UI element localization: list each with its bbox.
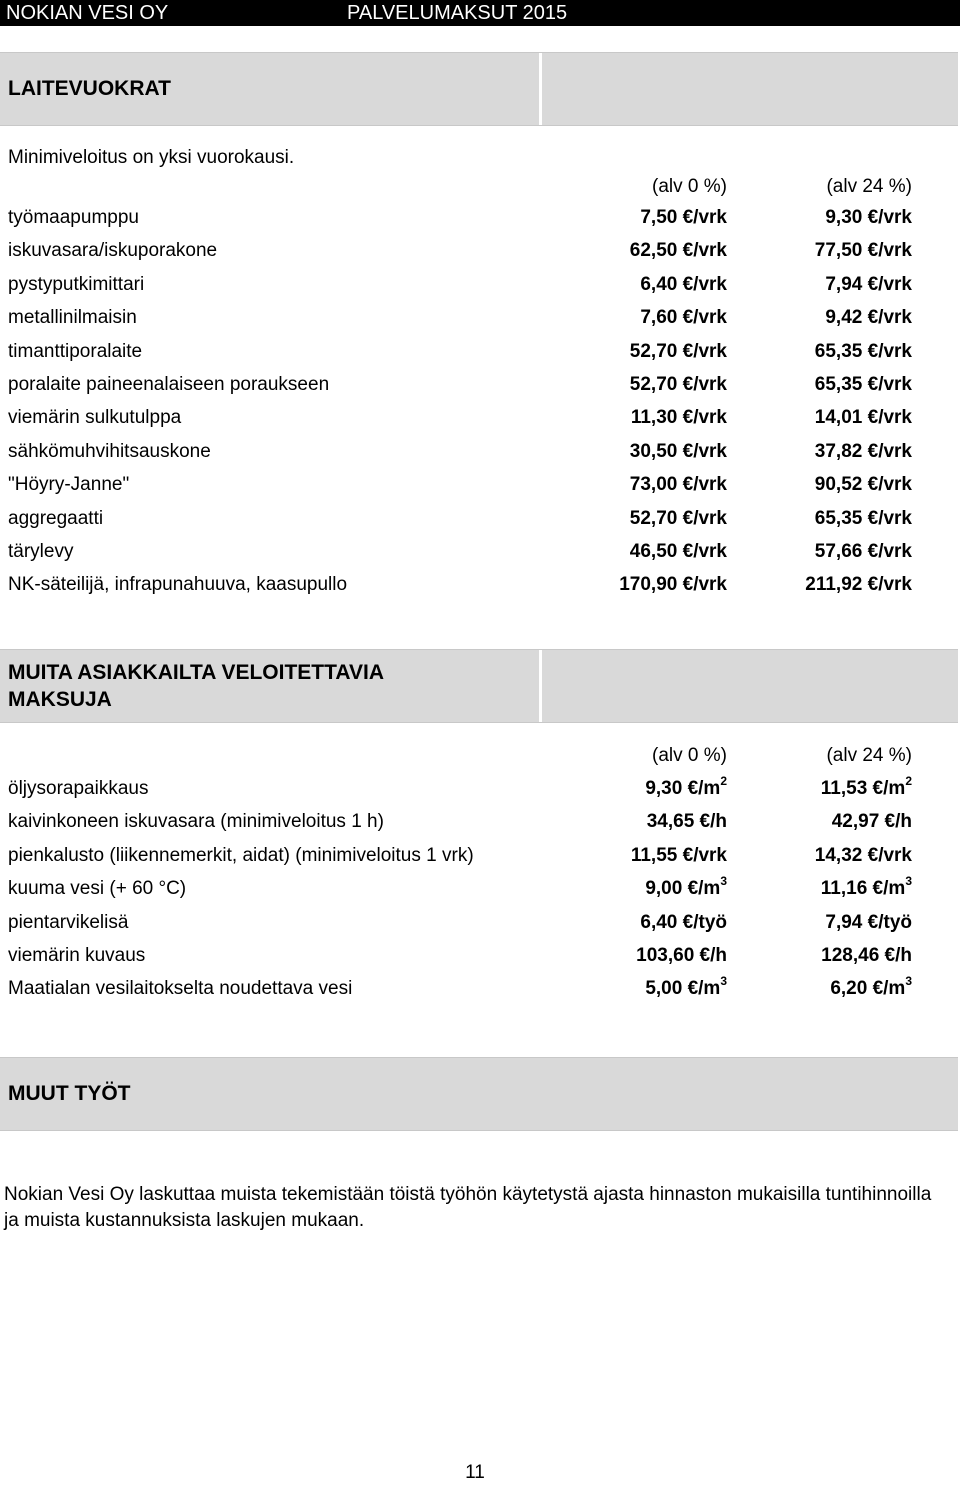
price-value: 42,97 €/h — [831, 811, 912, 833]
table-row — [0, 337, 960, 367]
price-vat24 — [832, 807, 912, 837]
row-label: pienkalusto (liikennemerkit, aidat) (minimiveloitus 1 vrk) — [8, 844, 474, 866]
price-vat0 — [636, 941, 727, 971]
table-row — [0, 236, 960, 266]
price-vat24 — [821, 941, 912, 971]
section-title-other-fees — [8, 659, 384, 713]
price-vat0 — [630, 236, 727, 266]
price-vat0 — [630, 337, 727, 367]
price-value: 6,20 €/m — [830, 978, 906, 1000]
table-row — [0, 403, 960, 433]
column-header-vat24: (alv 24 %) — [826, 745, 912, 766]
other-work-paragraph: Nokian Vesi Oy laskuttaa muista tekemistään töistä työhön käytetystä ajasta hinnaston mukaisilla tuntihinnoilla ja muista kustannuksista laskujen mukaan. — [4, 1184, 932, 1231]
row-label: timanttiporalaite — [8, 340, 143, 362]
section-title-line2: MAKSUJA — [8, 688, 112, 711]
price-value: 5,00 €/m — [645, 978, 721, 1000]
price-vat0 — [631, 841, 727, 871]
price-value: 37,82 €/vrk — [814, 440, 912, 462]
price-vat0 — [645, 974, 727, 1004]
unit-exponent: 3 — [720, 873, 727, 888]
price-value: 11,16 €/m — [820, 878, 906, 900]
price-value: 9,30 €/m — [645, 778, 721, 799]
price-value: 11,53 €/m — [820, 778, 906, 799]
price-value: 211,92 €/vrk — [805, 574, 912, 596]
price-vat24 — [815, 470, 912, 500]
price-value: 65,35 €/vrk — [814, 507, 912, 529]
price-vat24 — [815, 841, 912, 871]
section-title-laitevuokrat: LAITEVUOKRAT — [8, 77, 171, 100]
table-row — [0, 974, 960, 1004]
unit-exponent: 2 — [905, 773, 912, 788]
price-value: 62,50 €/vrk — [629, 240, 727, 262]
price-value: 11,55 €/vrk — [630, 844, 727, 866]
price-vat24 — [815, 370, 912, 400]
price-vat0 — [647, 807, 727, 837]
table-row — [0, 203, 960, 233]
price-vat24 — [805, 570, 912, 600]
price-value: 77,50 €/vrk — [814, 240, 912, 262]
price-value: 11,30 €/vrk — [630, 407, 727, 429]
price-value: 46,50 €/vrk — [629, 541, 727, 562]
price-vat24 — [825, 203, 912, 233]
table-row — [0, 874, 960, 904]
price-vat24 — [825, 908, 912, 938]
price-vat24 — [825, 270, 912, 300]
company-name: NOKIAN VESI OY — [6, 2, 169, 24]
row-label: työmaapumppu — [8, 207, 139, 228]
price-vat0 — [645, 874, 727, 904]
section-other-work-band — [0, 1057, 958, 1131]
table-row — [0, 908, 960, 938]
document-title: PALVELUMAKSUT 2015 — [347, 2, 568, 24]
table-header-row — [0, 741, 960, 771]
section-laitevuokrat-band — [0, 52, 958, 126]
price-vat24 — [821, 774, 912, 804]
price-value: 7,60 €/vrk — [640, 307, 727, 329]
price-value: 52,70 €/vrk — [629, 340, 727, 362]
price-value: 34,65 €/h — [646, 811, 727, 833]
price-vat0 — [640, 303, 727, 333]
row-label: metallinilmaisin — [8, 307, 137, 329]
section-title-line1: MUITA ASIAKKAILTA VELOITETTAVIA — [8, 661, 385, 684]
price-value: 73,00 €/vrk — [629, 474, 727, 496]
row-label: Maatialan vesilaitokselta noudettava vesi — [8, 978, 353, 1000]
price-value: 65,35 €/vrk — [814, 374, 912, 395]
row-label: "Höyry-Janne" — [8, 474, 130, 496]
price-value: 14,01 €/vrk — [814, 407, 912, 429]
table-row — [0, 270, 960, 300]
price-vat24 — [821, 874, 912, 904]
table-row — [0, 470, 960, 500]
row-label: iskuvasara/iskuporakone — [8, 240, 218, 262]
row-label: kuuma vesi (+ 60 °C) — [8, 878, 187, 900]
price-vat24 — [825, 303, 912, 333]
price-vat0 — [630, 504, 727, 534]
price-vat24 — [815, 236, 912, 266]
price-value: 6,40 €/työ — [640, 911, 727, 933]
price-value: 170,90 €/vrk — [619, 574, 727, 596]
price-vat0 — [630, 370, 727, 400]
price-value: 9,42 €/vrk — [825, 307, 912, 329]
price-value: 14,32 €/vrk — [814, 844, 912, 866]
page-number: 11 — [465, 1462, 485, 1483]
table-row — [0, 941, 960, 971]
row-label: poralaite paineenalaiseen poraukseen — [8, 374, 330, 395]
price-value: 90,52 €/vrk — [814, 474, 912, 496]
price-vat0 — [640, 908, 727, 938]
table-row — [0, 370, 960, 400]
unit-exponent: 3 — [905, 974, 912, 989]
price-value: 65,35 €/vrk — [814, 340, 912, 362]
price-vat24 — [815, 504, 912, 534]
price-value: 7,94 €/työ — [825, 911, 912, 933]
section-other-fees-band — [0, 649, 958, 723]
row-label: pystyputkimittari — [8, 273, 145, 295]
row-label: pientarvikelisä — [8, 911, 129, 933]
row-label: öljysorapaikkaus — [8, 778, 149, 799]
price-value: 7,50 €/vrk — [640, 207, 727, 228]
price-value: 103,60 €/h — [636, 945, 727, 966]
table-row — [0, 807, 960, 837]
row-label: viemärin kuvaus — [8, 945, 146, 966]
page-header — [0, 0, 960, 26]
price-value: 52,70 €/vrk — [629, 374, 727, 395]
price-vat0 — [645, 774, 727, 804]
section-title-other-work: MUUT TYÖT — [8, 1082, 131, 1105]
price-value: 9,00 €/m — [645, 878, 721, 900]
table-row — [0, 841, 960, 871]
unit-exponent: 3 — [720, 974, 727, 989]
row-label: tärylevy — [8, 541, 74, 562]
table-row — [0, 774, 960, 804]
price-vat0 — [630, 437, 727, 467]
column-header-vat0: (alv 0 %) — [652, 176, 727, 197]
price-vat0 — [630, 470, 727, 500]
minimum-charge-note: Minimiveloitus on yksi vuorokausi. — [8, 147, 295, 168]
row-label: aggregaatti — [8, 507, 104, 529]
table-header-row — [0, 172, 960, 202]
price-vat24 — [815, 337, 912, 367]
price-vat0 — [630, 537, 727, 567]
price-value: 6,40 €/vrk — [640, 273, 727, 295]
table-row — [0, 303, 960, 333]
price-vat0 — [640, 203, 727, 233]
price-value: 52,70 €/vrk — [629, 507, 727, 529]
price-vat24 — [815, 403, 912, 433]
row-label: NK-säteilijä, infrapunahuuva, kaasupullo — [8, 574, 348, 596]
price-value: 128,46 €/h — [821, 945, 912, 966]
price-value: 30,50 €/vrk — [629, 440, 727, 462]
price-vat0 — [640, 270, 727, 300]
table-row — [0, 537, 960, 567]
unit-exponent: 3 — [905, 873, 912, 888]
row-label: viemärin sulkutulppa — [8, 407, 182, 429]
price-vat24 — [830, 974, 912, 1004]
price-vat24 — [815, 537, 912, 567]
price-vat24 — [815, 437, 912, 467]
price-vat0 — [631, 403, 727, 433]
price-vat0 — [619, 570, 727, 600]
table-row — [0, 437, 960, 467]
table-row — [0, 570, 960, 600]
column-header-vat24: (alv 24 %) — [826, 176, 912, 197]
price-value: 57,66 €/vrk — [814, 541, 912, 562]
price-value: 9,30 €/vrk — [825, 207, 912, 228]
table-row — [0, 504, 960, 534]
column-header-vat0: (alv 0 %) — [652, 745, 727, 766]
row-label: sähkömuhvihitsauskone — [8, 440, 211, 462]
unit-exponent: 2 — [720, 773, 727, 788]
row-label: kaivinkoneen iskuvasara (minimiveloitus 1 h) — [8, 811, 384, 833]
price-value: 7,94 €/vrk — [825, 273, 912, 295]
